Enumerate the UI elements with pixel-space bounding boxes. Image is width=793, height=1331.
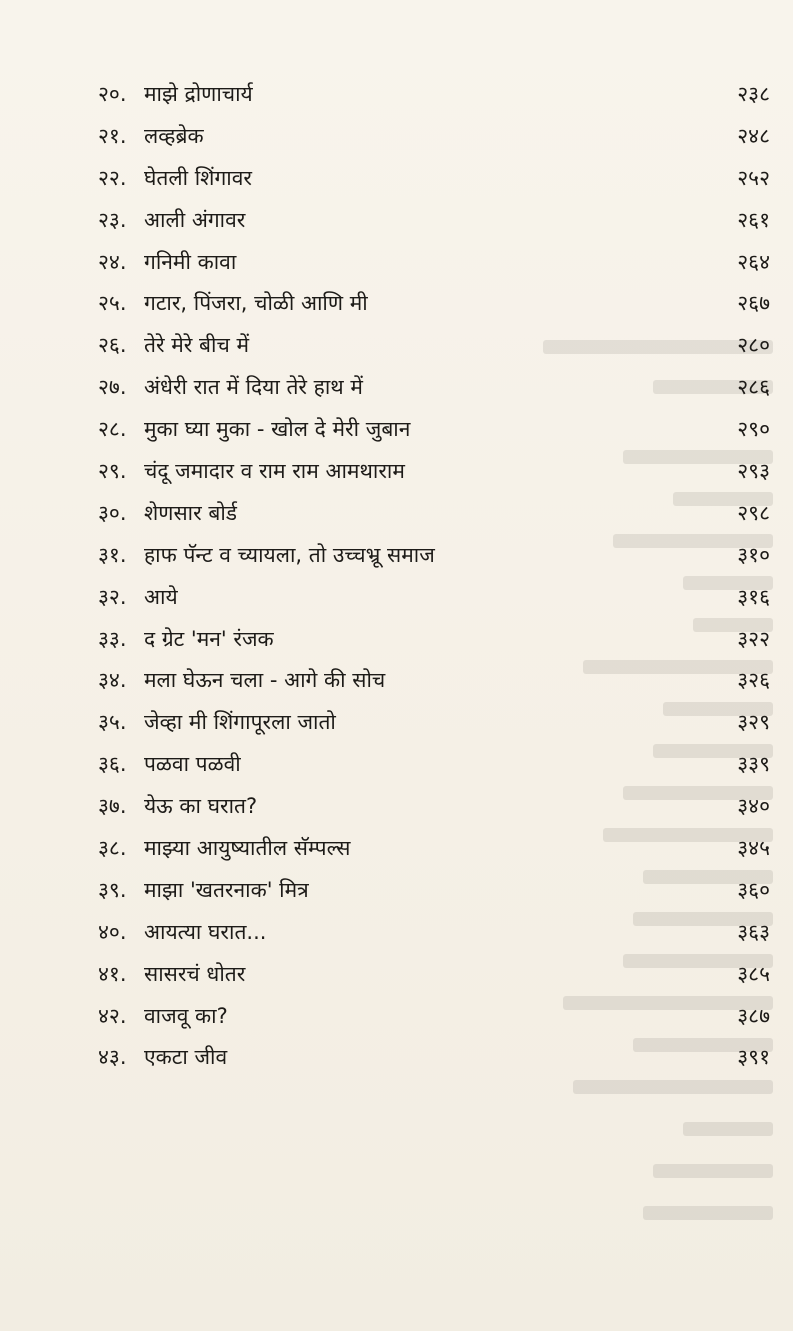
toc-entry [98, 995, 770, 1037]
table-of-contents [98, 73, 770, 1078]
toc-entry-page: २८६ [737, 375, 770, 400]
toc-entry-page: ३३९ [737, 752, 770, 777]
toc-entry [98, 659, 770, 701]
toc-entry-page: २५२ [737, 165, 770, 190]
toc-entry-number: २६. [98, 333, 127, 358]
toc-entry [98, 115, 770, 157]
toc-entry-title: शेणसार बोर्ड [144, 500, 238, 525]
toc-entry-page: ३१० [737, 542, 770, 567]
toc-entry-title: हाफ पॅन्ट व च्यायला, तो उच्चभ्रू समाज [144, 542, 435, 567]
toc-entry-title: मला घेऊन चला - आगे की सोच [144, 668, 386, 693]
toc-entry [98, 199, 770, 241]
toc-entry [98, 73, 770, 115]
toc-entry [98, 743, 770, 785]
toc-entry-title: तेरे मेरे बीच में [144, 333, 250, 358]
toc-entry-number: ३७. [98, 794, 127, 819]
toc-entry-number: ३९. [98, 877, 127, 902]
toc-entry [98, 408, 770, 450]
toc-entry-title: घेतली शिंगावर [144, 165, 252, 190]
toc-entry-number: ३२. [98, 584, 127, 609]
toc-entry-page: २६१ [737, 207, 770, 232]
toc-entry-title: माझा 'खतरनाक' मित्र [144, 877, 309, 902]
toc-entry-number: २१. [98, 123, 127, 148]
toc-entry-page: २९८ [737, 500, 770, 525]
toc-entry-number: २८. [98, 417, 127, 442]
toc-entry [98, 492, 770, 534]
toc-entry-title: आली अंगावर [144, 207, 246, 232]
toc-entry-number: ३३. [98, 626, 127, 651]
toc-entry-title: मुका घ्या मुका - खोल दे मेरी जुबान [144, 417, 411, 442]
toc-entry [98, 241, 770, 283]
show-through-line [683, 1122, 773, 1136]
toc-entry [98, 450, 770, 492]
toc-entry [98, 534, 770, 576]
toc-entry-title: सासरचं धोतर [144, 961, 246, 986]
toc-entry [98, 953, 770, 995]
toc-entry-page: ३४५ [737, 835, 770, 860]
toc-entry [98, 911, 770, 953]
toc-entry-title: माझ्या आयुष्यातील सॅम्पल्स [144, 835, 351, 860]
toc-entry-page: २४८ [737, 123, 770, 148]
toc-entry-number: ४०. [98, 919, 127, 944]
toc-entry-title: गटार, पिंजरा, चोळी आणि मी [144, 291, 368, 316]
toc-entry-title: द ग्रेट 'मन' रंजक [144, 626, 274, 651]
toc-entry-page: ३९१ [737, 1045, 770, 1070]
toc-entry-page: २६७ [737, 291, 770, 316]
toc-entry [98, 827, 770, 869]
toc-entry-page: २८० [737, 333, 770, 358]
toc-entry-number: २०. [98, 81, 127, 106]
toc-entry-page: ३६० [737, 877, 770, 902]
toc-entry-title: माझे द्रोणाचार्य [144, 81, 253, 106]
toc-entry-page: ३६३ [737, 919, 770, 944]
toc-entry-number: २२. [98, 165, 127, 190]
toc-entry [98, 282, 770, 324]
toc-entry-number: ३१. [98, 542, 127, 567]
toc-entry-title: पळवा पळवी [144, 752, 241, 777]
toc-entry [98, 618, 770, 660]
toc-entry-number: ४१. [98, 961, 127, 986]
toc-entry-page: ३२६ [737, 668, 770, 693]
toc-entry-number: ३४. [98, 668, 127, 693]
toc-entry-number: २९. [98, 458, 127, 483]
toc-entry [98, 324, 770, 366]
toc-entry [98, 869, 770, 911]
toc-entry-number: ३०. [98, 500, 127, 525]
toc-entry [98, 785, 770, 827]
toc-entry-page: ३२९ [737, 710, 770, 735]
toc-entry-page: ३८७ [737, 1003, 770, 1028]
show-through-line [643, 1206, 773, 1220]
toc-entry-page: २३८ [737, 81, 770, 106]
toc-entry-page: २९० [737, 417, 770, 442]
toc-entry-page: २६४ [737, 249, 770, 274]
toc-entry [98, 701, 770, 743]
toc-entry-title: जेव्हा मी शिंगापूरला जातो [144, 710, 336, 735]
toc-entry-page: ३२२ [737, 626, 770, 651]
toc-entry-title: येऊ का घरात? [144, 794, 258, 819]
toc-entry-title: आयत्या घरात... [144, 919, 267, 944]
toc-entry [98, 366, 770, 408]
toc-entry-page: २९३ [737, 458, 770, 483]
show-through-line [653, 1164, 773, 1178]
toc-entry-title: वाजवू का? [144, 1003, 228, 1028]
toc-entry-page: ३८५ [737, 961, 770, 986]
toc-entry-page: ३१६ [737, 584, 770, 609]
toc-entry-title: अंधेरी रात में दिया तेरे हाथ में [144, 375, 363, 400]
toc-entry-title: गनिमी कावा [144, 249, 237, 274]
toc-entry-number: २५. [98, 291, 127, 316]
toc-entry-number: ३५. [98, 710, 127, 735]
toc-entry-number: ३६. [98, 752, 127, 777]
toc-entry-title: लव्हब्रेक [144, 123, 204, 148]
toc-entry-title: चंदू जमादार व राम राम आमथाराम [144, 458, 405, 483]
toc-entry-number: २३. [98, 207, 127, 232]
toc-entry-number: ४२. [98, 1003, 127, 1028]
toc-entry [98, 1036, 770, 1078]
toc-entry-number: ३८. [98, 835, 127, 860]
toc-entry-number: ४३. [98, 1045, 127, 1070]
toc-entry-number: २७. [98, 375, 127, 400]
toc-entry-page: ३४० [737, 794, 770, 819]
toc-entry [98, 576, 770, 618]
toc-entry-number: २४. [98, 249, 127, 274]
show-through-line [573, 1080, 773, 1094]
toc-entry [98, 157, 770, 199]
toc-entry-title: एकटा जीव [144, 1045, 228, 1070]
toc-entry-title: आये [144, 584, 178, 609]
